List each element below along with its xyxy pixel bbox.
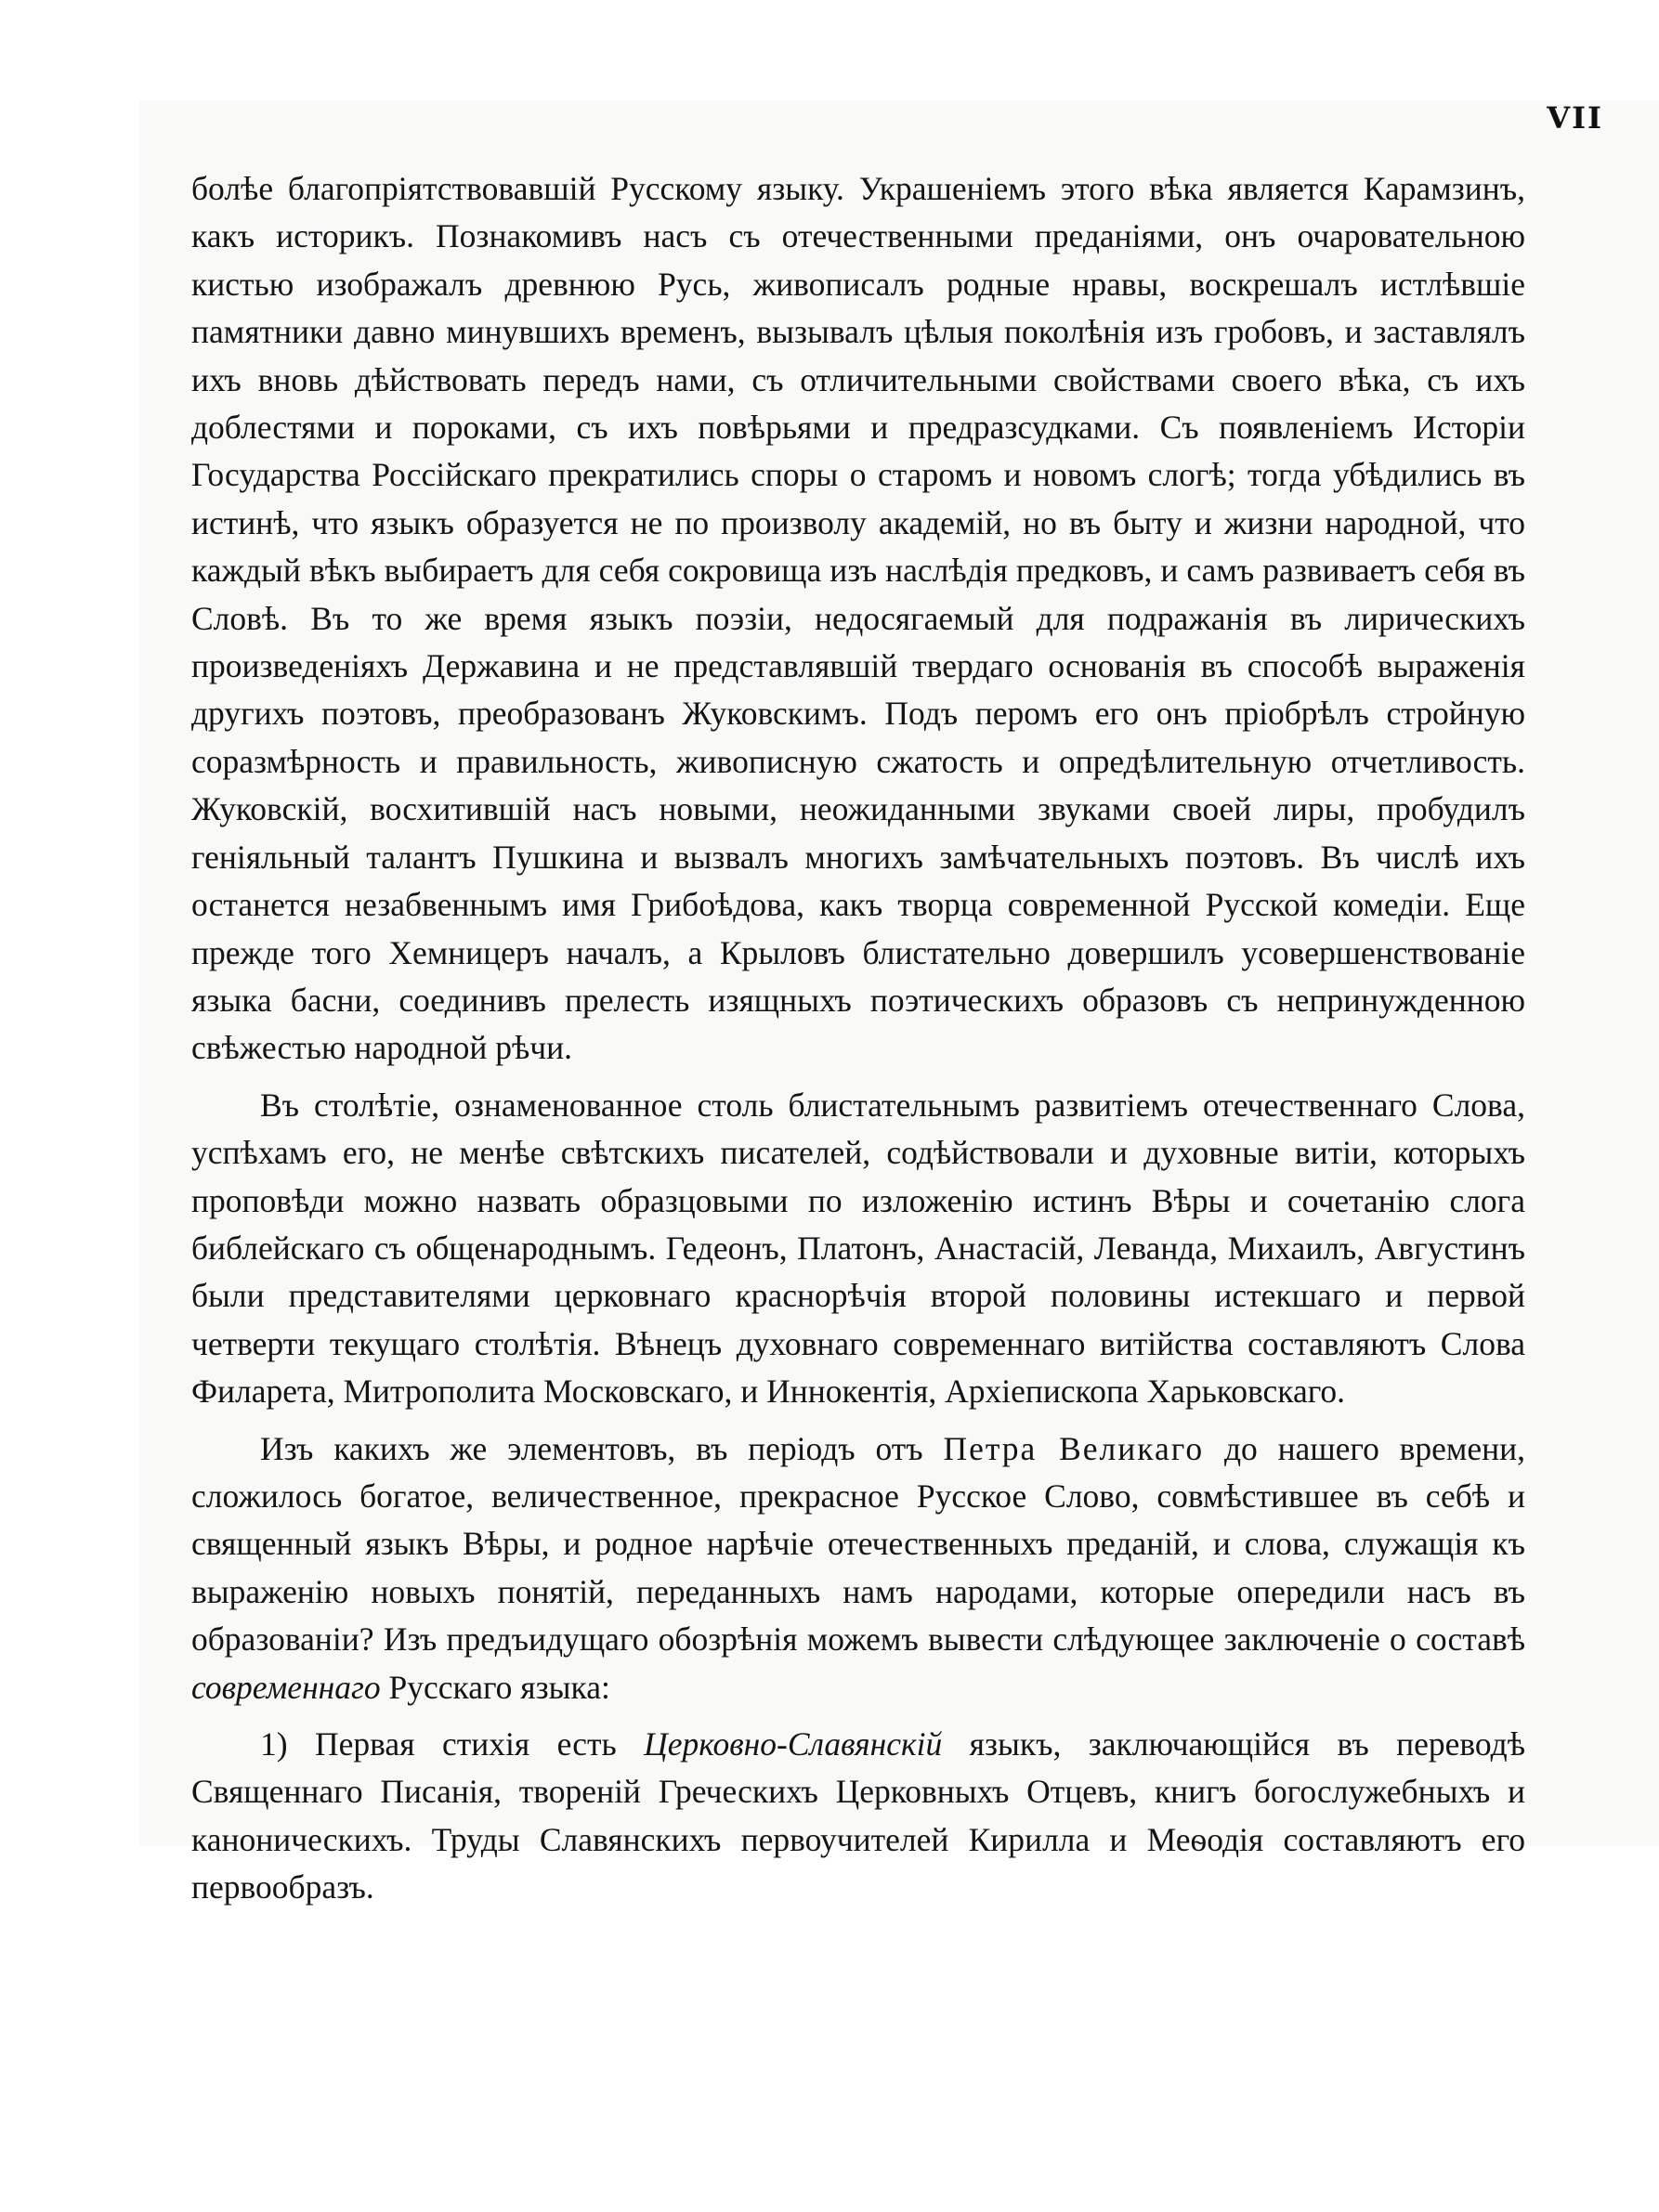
paragraph-4-start: 1) Первая стихія есть — [260, 1725, 645, 1763]
paragraph-4 — [191, 1721, 1525, 1912]
paragraph-3 — [191, 1425, 1525, 1711]
body-text — [191, 165, 1525, 1912]
spaced-name-peter: Петра Великаго — [943, 1429, 1205, 1467]
italic-word-sovremennago: современнаго — [191, 1668, 381, 1706]
page-number: VII — [1547, 100, 1603, 136]
paragraph-1: болѣе благопріятствовавшій Русскому языку. Украшеніемъ этого вѣка является Карамзинъ, какъ историкъ. Познакомивъ насъ съ отечественными преданіями, онъ очаровательною кистью изображалъ древнюю Русь, живописалъ родные нравы, воскрешалъ истлѣвшіе памятники давно минувшихъ временъ, вызывалъ цѣлыя поколѣнія изъ гробовъ, и заставлялъ ихъ вновь дѣйствовать передъ нами, съ отличительными свойствами своего вѣка, съ ихъ доблестями и пороками, съ ихъ повѣрьями и предразсудками. Съ появленіемъ Исторіи Государства Россійскаго прекратились споры о старомъ и новомъ слогѣ; тогда убѣдились въ истинѣ, что языкъ образуется не по произволу академій, но въ быту и жизни народной, что каждый вѣкъ выбираетъ для себя сокровища изъ наслѣдія предковъ, и самъ развиваетъ себя въ Словѣ. Въ то же время языкъ поэзіи, недосягаемый для подражанія въ лирическихъ произведеніяхъ Державина и не представлявшій твердаго основанія въ способѣ выраженія другихъ поэтовъ, преобразованъ Жуковскимъ. Подъ перомъ его онъ пріобрѣлъ стройную соразмѣрность и правильность, живописную сжатость и опредѣлительную отчетливость. Жуковскій, восхитившій насъ новыми, неожиданными звуками своей лиры, пробудилъ геніяльный талантъ Пушкина и вызвалъ многихъ замѣчательныхъ поэтовъ. Въ числѣ ихъ останется незабвеннымъ имя Грибоѣдова, какъ творца современной Русской комедіи. Еще прежде того Хемницеръ началъ, а Крыловъ блистательно довершилъ усовершенствованіе языка басни, соединивъ прелесть изящныхъ поэтическихъ образовъ съ непринужденною свѣжестью народной рѣчи. — [191, 170, 1525, 1067]
paragraph-3-middle: до нашего времени, сложилось богатое, величественное, прекрасное Русское Слово, совмѣстившее въ себѣ и священный языкъ Вѣры, и родное нарѣчіе отечественныхъ преданій, и слова, служащія къ выраженію новыхъ понятій, переданныхъ намъ народами, которые опередили насъ въ образованіи? Изъ предъидущаго обозрѣнія можемъ вывести слѣдующее заключеніе о составѣ — [191, 1429, 1526, 1659]
italic-term-church-slavonic: Церковно-Славянскій — [644, 1725, 943, 1763]
paragraph-2: Въ столѣтіе, ознаменованное столь блистательнымъ развитіемъ отечественнаго Слова, успѣхамъ его, не менѣе свѣтскихъ писателей, содѣйствовали и духовные витіи, которыхъ проповѣди можно назвать образцовыми по изложенію истинъ Вѣры и сочетанію слога библейскаго съ общенароднымъ. Гедеонъ, Платонъ, Анастасій, Леванда, Михаилъ, Августинъ были представителями церковнаго краснорѣчія второй половины истекшаго и первой четверти текущаго столѣтія. Вѣнецъ духовнаго современнаго витійства составляютъ Слова Филарета, Митрополита Московскаго, и Иннокентія, Архіепископа Харьковскаго. — [191, 1086, 1525, 1411]
paragraph-4-end: языкъ, заключающійся въ переводѣ Священнаго Писанія, твореній Греческихъ Церковныхъ Отцевъ, книгъ богослужебныхъ и каноническихъ. Труды Славянскихъ первоучителей Кирилла и Меѳодія составляютъ его первообразъ. — [191, 1725, 1525, 1906]
paragraph-3-start: Изъ какихъ же элементовъ, въ періодъ отъ — [260, 1429, 944, 1467]
paragraph-3-end: Русскаго языка: — [380, 1668, 610, 1706]
